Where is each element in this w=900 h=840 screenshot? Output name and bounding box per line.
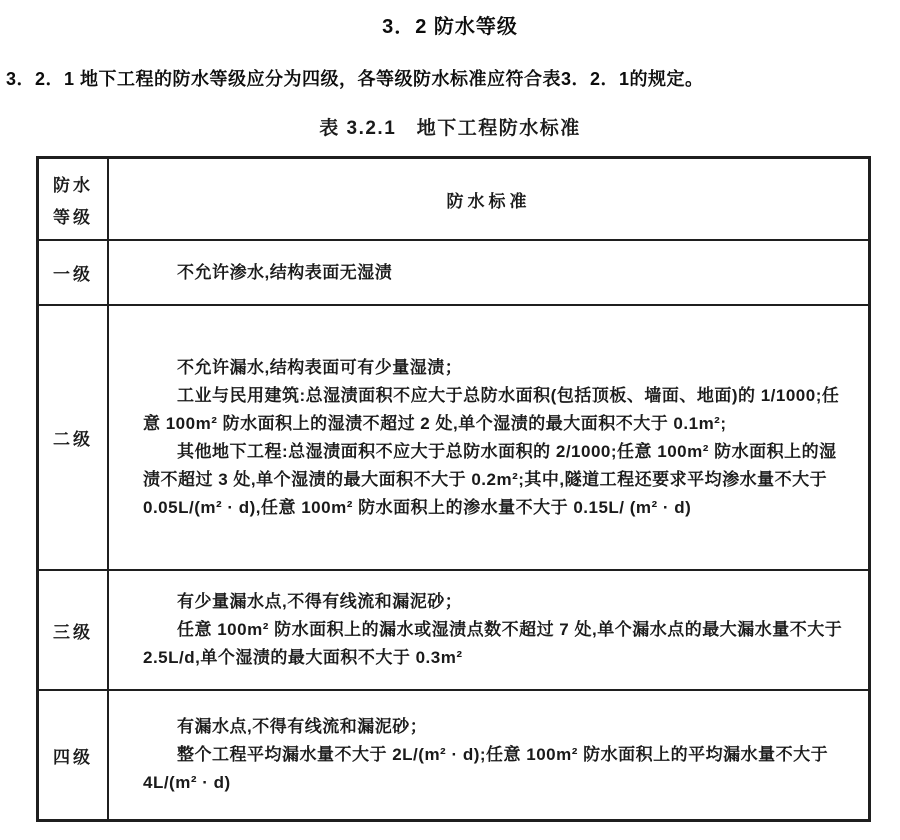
standard-paragraph: 工业与民用建筑:总湿渍面积不应大于总防水面积(包括顶板、墙面、地面)的 1/1000;任意 100m² 防水面积上的湿渍不超过 2 处,单个湿渍的最大面积不大于 0.1m²; (143, 385, 840, 433)
grade-cell: 四级 (39, 691, 109, 819)
header-standard-label: 防水标准 (446, 191, 531, 211)
table-row-grade-2 (39, 304, 868, 569)
grade-cell: 三级 (39, 571, 109, 689)
standard-paragraph: 不允许渗水,结构表面无湿渍 (177, 262, 393, 282)
header-grade-column (39, 159, 109, 239)
header-grade-line1: 防水 (53, 175, 93, 195)
table-header-row (39, 159, 868, 239)
table-row-grade-4 (39, 689, 868, 819)
standard-paragraph: 有漏水点,不得有线流和漏泥砂； (177, 717, 428, 736)
standard-paragraph: 不允许漏水,结构表面可有少量湿渍； (177, 357, 463, 377)
standard-cell (109, 306, 868, 569)
table-row-grade-3 (39, 569, 868, 689)
standard-paragraph: 其他地下工程:总湿渍面积不应大于总防水面积的 2/1000;任意 100m² 防水面积上的湿渍不超过 3 处,单个湿渍的最大面积不大于 0.2m²;其中,隧道工程还要求平均渗水量不大于 0.05L/(m² · d),任意 100m² 防水面积上的渗水量不大于 0.15L/ (m² · d) (143, 441, 837, 517)
table-caption: 表 3.2.1 地下工程防水标准 (319, 118, 581, 139)
standard-cell (109, 571, 868, 689)
section-title: 3．2 防水等级 (382, 16, 518, 38)
table-row-grade-1 (39, 239, 868, 304)
standard-paragraph: 有少量漏水点,不得有线流和漏泥砂； (177, 592, 463, 611)
grade-cell: 二级 (39, 306, 109, 569)
header-grade-line2: 等级 (53, 207, 93, 227)
standard-cell (109, 691, 868, 819)
standard-paragraph: 任意 100m² 防水面积上的漏水或湿渍点数不超过 7 处,单个漏水点的最大漏水量不大于 2.5L/d,单个湿渍的最大面积不大于 0.3m² (143, 620, 843, 667)
clause-text: 3．2．1 地下工程的防水等级应分为四级，各等级防水标准应符合表3．2．1的规定。 (6, 69, 704, 89)
standard-cell (109, 241, 868, 304)
header-standard-column (109, 159, 868, 239)
standard-paragraph: 整个工程平均漏水量不大于 2L/(m² · d);任意 100m² 防水面积上的平均漏水量不大于 4L/(m² · d) (143, 745, 829, 792)
grade-cell: 一级 (39, 241, 109, 304)
waterproof-standards-table (36, 156, 871, 822)
